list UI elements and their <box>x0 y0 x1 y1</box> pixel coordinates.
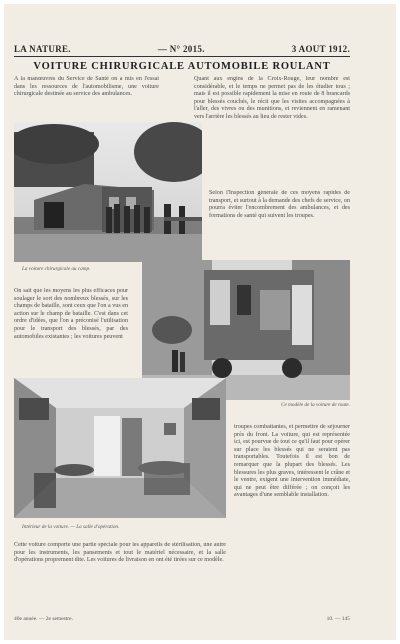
intro-right-column <box>194 76 350 188</box>
footer-left: 40e année. — 2e semestre. <box>14 616 73 622</box>
photo-surgical-car-camp <box>14 122 202 262</box>
mid-left-text: On sait que les moyens les plus efficaces pour soulager le sort des nombreux blessés, sur les champs de bataille, sont ceux que l'on a vus en action sur le champ de bataille. C'est dans cet ordre d'idées, que l'on a préconisé l'utilisation pour le transport des blessés, par des automobiles existantes ; les voitures peuvent <box>14 288 128 340</box>
mid-right-column <box>209 190 350 254</box>
intro-left-column <box>14 76 159 120</box>
lower-right-column <box>234 424 350 586</box>
photo-operating-room <box>14 378 226 518</box>
photo-camp-image <box>14 122 202 262</box>
intro-right-text: Quant aux engins de la Croix-Rouge, leur nombre est considérable, et le temps ne permet pas de les étudier tous ; mais il est possible rapidement la mise en route de 8 brancards pour blessés couchés, le récit que les visites accompagnées à l'aller, des vivres ou des munitions, et reviennent en ramenant vers l'arrière les blessés au lieu de rester vides. <box>194 76 350 120</box>
caption-figure-1: La voiture chirurgicale au camp. <box>22 266 91 272</box>
intro-left-text: A la manœuvres du Service de Santé on a mis en l'essai dans les ressources de l'automobilisme, une voiture chirurgicale destinée au service des ambulances. <box>14 76 159 98</box>
caption-figure-2: Ce modèle de la voiture de route. <box>281 402 350 408</box>
article-title: VOITURE CHIRURGICALE AUTOMOBILE ROULANT <box>33 61 331 72</box>
footer-right: 10. — 145 <box>326 616 350 622</box>
journal-name: LA NATURE. <box>14 44 71 54</box>
caption-figure-3: Intérieur de la voiture. — La salle d'opération. <box>22 524 120 530</box>
masthead <box>14 42 350 56</box>
header-rule <box>14 56 350 57</box>
magazine-page <box>4 4 396 640</box>
issue-date: 3 AOUT 1912. <box>291 44 350 54</box>
lower-right-text: troupes combattantes, et permettre de séjourner près du front. La voiture, qui est représentée ici, est pourvue de tout ce qu'il faut pour opérer sur place les blessés qui ne seraient pas transportables. Toutefois il est bon de remarquer que la plupart des blessés. Les blessures les plus graves, intéressent le crâne et le ventre, exigent une intervention immédiate, qui ne peut être différée ; on conçoit les avantages d'une semblable installation. <box>234 424 350 499</box>
mid-right-text: Selon l'Inspection générale de ces moyens rapides de transport, et surtout à la demande des chefs de service, on pourra éviter l'encombrement des ambulances, et des formations de santé qui suivent les troupes. <box>209 190 350 219</box>
bottom-left-text: Cette voiture comporte une partie spéciale pour les appareils de stérilisation, une autre pour les instruments, les pansements et tout le matériel nécessaire, et la salle d'opérations proprement dite. Les voitures de livraison en ont été tirées sur ce modèle. <box>14 542 226 564</box>
page-footer <box>14 616 350 622</box>
mid-left-column <box>14 288 128 370</box>
issue-number: — N° 2015. <box>157 44 205 54</box>
photo-interior-image <box>14 378 226 518</box>
bottom-left-column <box>14 542 226 594</box>
